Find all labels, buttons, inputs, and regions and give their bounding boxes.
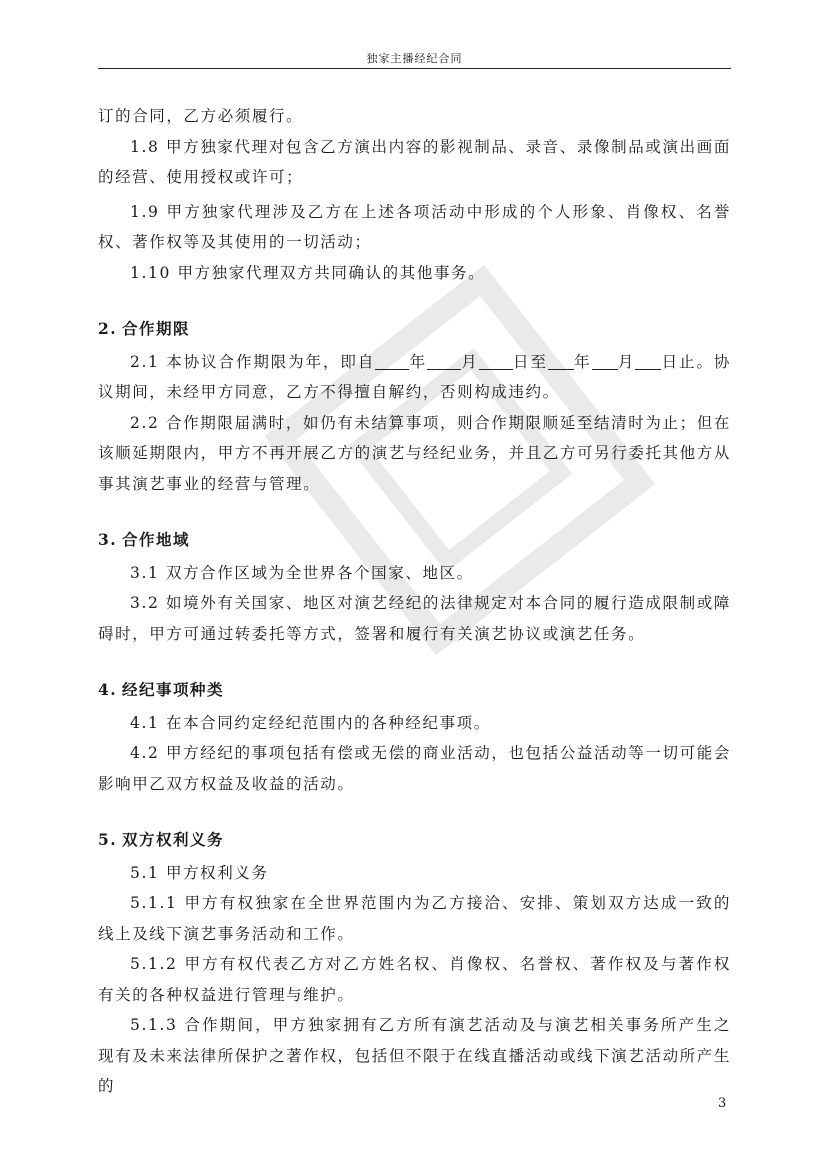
- blank-line: [375, 351, 409, 370]
- blank-line: [479, 351, 513, 370]
- clause-5-1-2: 5.1.2 甲方有权代表乙方对乙方姓名权、肖像权、名誉权、著作权及与著作权有关的各种权益进行管理与维护。: [98, 955, 731, 1004]
- section-number: 2.: [98, 319, 118, 338]
- clause-text: 2.1 本协议合作期限为年，即自: [130, 352, 376, 371]
- section-heading-3: [98, 525, 731, 556]
- section-number: 3.: [98, 530, 118, 549]
- clause-5-1-3: 5.1.3 合作期间，甲方独家拥有乙方所有演艺活动及与演艺相关事务所产生之现有及未来法律所保护之著作权，包括但不限于在线直播活动或线下演艺活动所产生的: [98, 1016, 731, 1095]
- paragraph-continuation: 订的合同，乙方必须履行。: [98, 107, 304, 125]
- section-title: 合作地域: [122, 530, 191, 549]
- section-title: 经纪事项种类: [122, 680, 225, 699]
- clause-3-1: 3.1 双方合作区域为全世界各个国家、地区。: [130, 563, 474, 582]
- running-header: 独家主播经纪合同: [366, 52, 463, 65]
- clause-5-1-1: 5.1.1 甲方有权独家在全世界范围内为乙方接洽、安排、策划双方达成一致的线上及线下演艺事务活动和工作。: [98, 894, 731, 943]
- blank-line: [427, 351, 461, 370]
- clause-2-1: [98, 347, 731, 408]
- clause-text: 月: [617, 352, 636, 371]
- blank-line: [592, 351, 618, 370]
- clause-text: 日止。协议期间，未经甲方同意，乙方不得擅自解约，否则构成违约。: [98, 352, 731, 401]
- clause-4-1: 4.1 在本合同约定经纪范围内的各种经纪事项。: [130, 713, 491, 732]
- clause-1-10: 1.10 甲方独家代理双方共同确认的其他事务。: [130, 263, 486, 282]
- clause-text: 月: [460, 352, 479, 371]
- clause-text: 年: [573, 352, 592, 371]
- blank-line: [635, 351, 661, 370]
- clause-4-2: 4.2 甲方经纪的事项包括有偿或无偿的商业活动，也包括公益活动等一切可能会影响甲乙双方权益及收益的活动。: [98, 744, 731, 793]
- clause-5-1: 5.1 甲方权利义务: [130, 863, 269, 882]
- blank-line: [548, 351, 574, 370]
- clause-2-2: 2.2 合作期限届满时，如仍有未结算事项，则合作期限顺延至结清时为止；但在该顺延期限内，甲方不再开展乙方的演艺与经纪业务，并且乙方可另行委托其他方从事其演艺事业的经营与管理。: [98, 413, 731, 493]
- clause-1-9: 1.9 甲方独家代理涉及乙方在上述各项活动中形成的个人形象、肖像权、名誉权、著作权等及其使用的一切活动；: [98, 202, 731, 251]
- clause-3-2: 3.2 如境外有关国家、地区对演艺经纪的法律规定对本合同的履行造成限制或障碍时，甲方可通过转委托等方式，签署和履行有关演艺协议或演艺任务。: [98, 594, 731, 643]
- section-heading-4: [98, 675, 731, 706]
- section-heading-5: [98, 825, 731, 856]
- clause-text: 年: [409, 352, 427, 371]
- clause-text: 日至: [512, 352, 548, 371]
- section-title: 合作期限: [122, 319, 191, 338]
- page-number: 3: [718, 1096, 727, 1111]
- document-body: [98, 101, 731, 1102]
- header-divider: [98, 68, 731, 69]
- clause-1-8: 1.8 甲方独家代理对包含乙方演出内容的影视制品、录音、录像制品或演出画面的经营、使用授权或许可；: [98, 137, 731, 186]
- section-number: 4.: [98, 680, 118, 699]
- section-title: 双方权利义务: [122, 830, 225, 849]
- section-heading-2: [98, 314, 731, 345]
- section-number: 5.: [98, 830, 118, 849]
